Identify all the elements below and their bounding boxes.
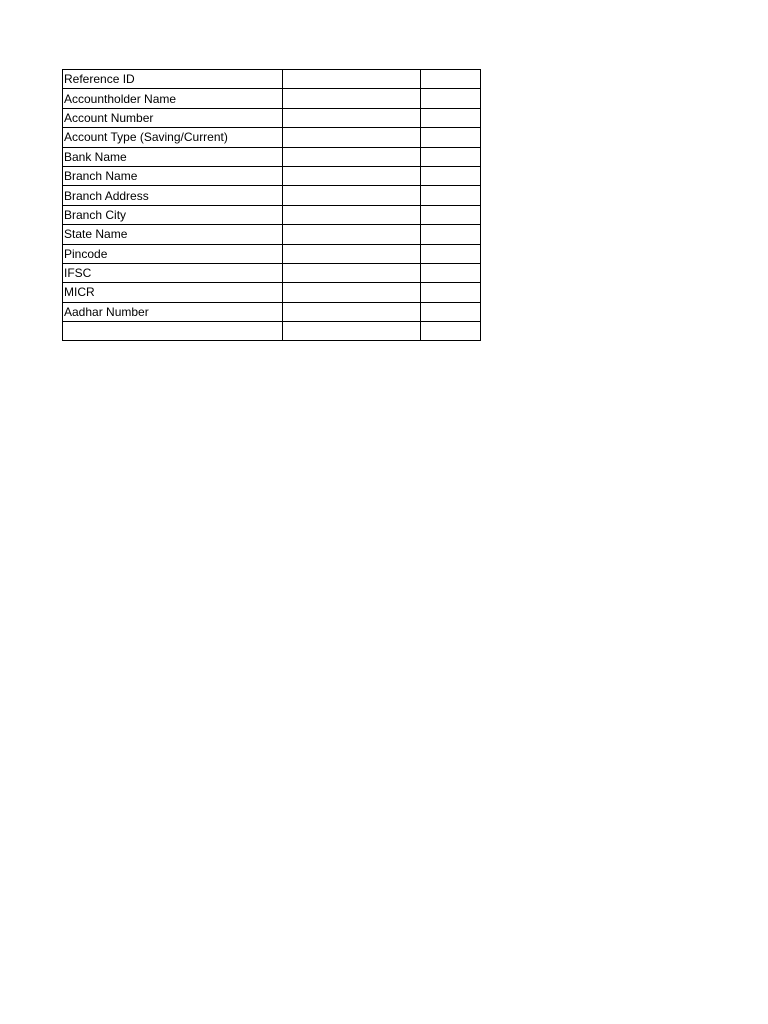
table-row [63, 302, 481, 321]
table-row [63, 89, 481, 108]
row-extra-cell[interactable] [421, 147, 481, 166]
row-label-bank-name: Bank Name [63, 147, 283, 166]
row-label-account-type: Account Type (Saving/Current) [63, 128, 283, 147]
row-label-branch-name: Branch Name [63, 166, 283, 185]
row-extra-cell[interactable] [421, 108, 481, 127]
table-row [63, 225, 481, 244]
row-label-account-number: Account Number [63, 108, 283, 127]
row-extra-cell[interactable] [421, 322, 481, 341]
row-value-cell[interactable] [283, 147, 421, 166]
row-extra-cell[interactable] [421, 186, 481, 205]
row-extra-cell[interactable] [421, 70, 481, 89]
row-extra-cell[interactable] [421, 263, 481, 282]
row-extra-cell[interactable] [421, 244, 481, 263]
table-row [63, 263, 481, 282]
row-extra-cell[interactable] [421, 128, 481, 147]
row-label-micr: MICR [63, 283, 283, 302]
row-extra-cell[interactable] [421, 89, 481, 108]
row-extra-cell[interactable] [421, 225, 481, 244]
row-label-state-name: State Name [63, 225, 283, 244]
row-extra-cell[interactable] [421, 166, 481, 185]
row-value-cell[interactable] [283, 283, 421, 302]
row-value-cell[interactable] [283, 166, 421, 185]
row-value-cell[interactable] [283, 108, 421, 127]
row-label-ifsc: IFSC [63, 263, 283, 282]
row-extra-cell[interactable] [421, 205, 481, 224]
row-value-cell[interactable] [283, 89, 421, 108]
table-row [63, 322, 481, 341]
row-label-branch-city: Branch City [63, 205, 283, 224]
row-value-cell[interactable] [283, 128, 421, 147]
table-row [63, 244, 481, 263]
table-row [63, 166, 481, 185]
row-value-cell[interactable] [283, 205, 421, 224]
row-extra-cell[interactable] [421, 283, 481, 302]
row-value-cell[interactable] [283, 225, 421, 244]
row-label-branch-address: Branch Address [63, 186, 283, 205]
row-label-empty [63, 322, 283, 341]
row-label-aadhar-number: Aadhar Number [63, 302, 283, 321]
table-row [63, 128, 481, 147]
table-row [63, 186, 481, 205]
row-extra-cell[interactable] [421, 302, 481, 321]
table-row [63, 283, 481, 302]
row-label-accountholder-name: Accountholder Name [63, 89, 283, 108]
row-value-cell[interactable] [283, 70, 421, 89]
table-row [63, 205, 481, 224]
bank-details-table [62, 69, 481, 341]
row-label-pincode: Pincode [63, 244, 283, 263]
row-value-cell[interactable] [283, 322, 421, 341]
table-row [63, 70, 481, 89]
row-label-reference-id: Reference ID [63, 70, 283, 89]
table-row [63, 147, 481, 166]
row-value-cell[interactable] [283, 186, 421, 205]
row-value-cell[interactable] [283, 244, 421, 263]
table-row [63, 108, 481, 127]
row-value-cell[interactable] [283, 263, 421, 282]
row-value-cell[interactable] [283, 302, 421, 321]
